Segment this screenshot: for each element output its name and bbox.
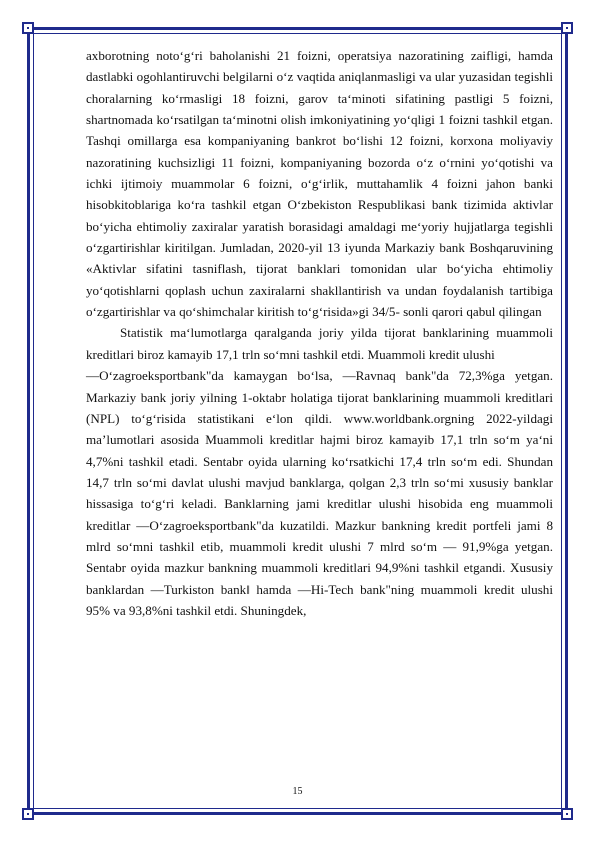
page-number: 15	[292, 786, 303, 797]
corner-ornament-bottom-right	[561, 808, 573, 820]
paragraph-1: axborotning noto‘g‘ri baholanishi 21 foizni, operatsiya nazoratining zaifligi, hamda dastlabki ogohlantiruvchi belgilarni o‘z vaqtida aniqlanmasligi va ular yuzasidan tegishli choralarning ko‘rmasligi 18 foizni, garov ta‘minoti sifatining pastligi 5 foizni, shartnomada ko‘rsatilgan ta‘minotni olish imkoniyatining yo‘qligi 1 foizni tashkil etgan. Tashqi omillarga esa kompaniyaning bankrot bo‘lishi 12 foizni, korxona moliyaviy nazoratining kuchsizligi 11 foizni, kompaniyaning bozorda o‘z o‘rnini yo‘qotishi va ichki ijtimoiy muammolar 6 foizni, o‘g‘irlik, muttahamlik 4 foizni jahon banki hisobkitoblariga ko‘ra tashkil etgan O‘zbekiston Respublikasi bank tizimida aktivlar bo‘yicha ehtimoliy zaxiralar yaratish borasidagi amaldagi me‘yoriy hujjatlarga tegishli o‘zgartirishlar kiritilgan. Jumladan, 2020-yil 13 iyunda Markaziy bank Boshqaruvining «Aktivlar sifatini tasniflash, tijorat banklari tomonidan ular bo‘yicha ehtimoliy yo‘qotishlarni qoplash uchun zaxiralarni shakllantirish va undan foydalanish tartibiga o‘zgartirishlar va qo‘shimchalar kiritish to‘g‘risida»gi 34/5- sonli qarori qabul qilingan	[86, 48, 553, 320]
corner-ornament-bottom-left	[22, 808, 34, 820]
paragraph-2: Statistik ma‘lumotlarga qaralganda joriy yilda tijorat banklarining muammoli kreditlari biroz kamayib 17,1 trln so‘mni tashkil etdi. Muammoli kredit ulushi	[86, 325, 553, 362]
corner-ornament-top-right	[561, 22, 573, 34]
page-body	[86, 45, 553, 621]
corner-ornament-top-left	[22, 22, 34, 34]
paragraph-3: ―O‘zagroeksportbank"da kamaygan bo‘lsa, ―Ravnaq bank"da 72,3%ga yetgan. Markaziy bank joriy yilning 1-oktabr holatiga tijorat banklarining muammoli kreditlari (NPL) to‘g‘risida statistikani e‘lon qildi. www.worldbank.orgning 2022-yildagi ma’lumotlari asosida Muammoli kreditlar hajmi biroz kamayib 17,1 trln so‘m ya‘ni 4,7%ni tashkil etadi. Sentabr oyida ularning ko‘rsatkichi 17,4 trln so‘m edi. Shundan 14,7 trln so‘mi davlat ulushi mavjud banklarga, qolgan 2,3 trln so‘mi xususiy banklar hissasiga to‘g‘ri keladi. Banklarning jami kreditlar ulushi hisobida eng muammoli kreditlar ―O‘zagroeksportbank"da kuzatildi. Mazkur bankning kredit portfeli jami 8 mlrd so‘mni tashkil etib, muammoli kredit ulushi 7 mlrd so‘m ― 91,9%ga yetgan. Sentabr oyida mazkur bankning muammoli kreditlari 94,9%ni tashkil etgandi. Xususiy banklardan ―Turkiston bank‖ hamda ―Hi-Tech bank"ning muammoli kredit ulushi 95% va 93,8%ni tashkil etdi. Shuningdek,	[86, 368, 553, 618]
